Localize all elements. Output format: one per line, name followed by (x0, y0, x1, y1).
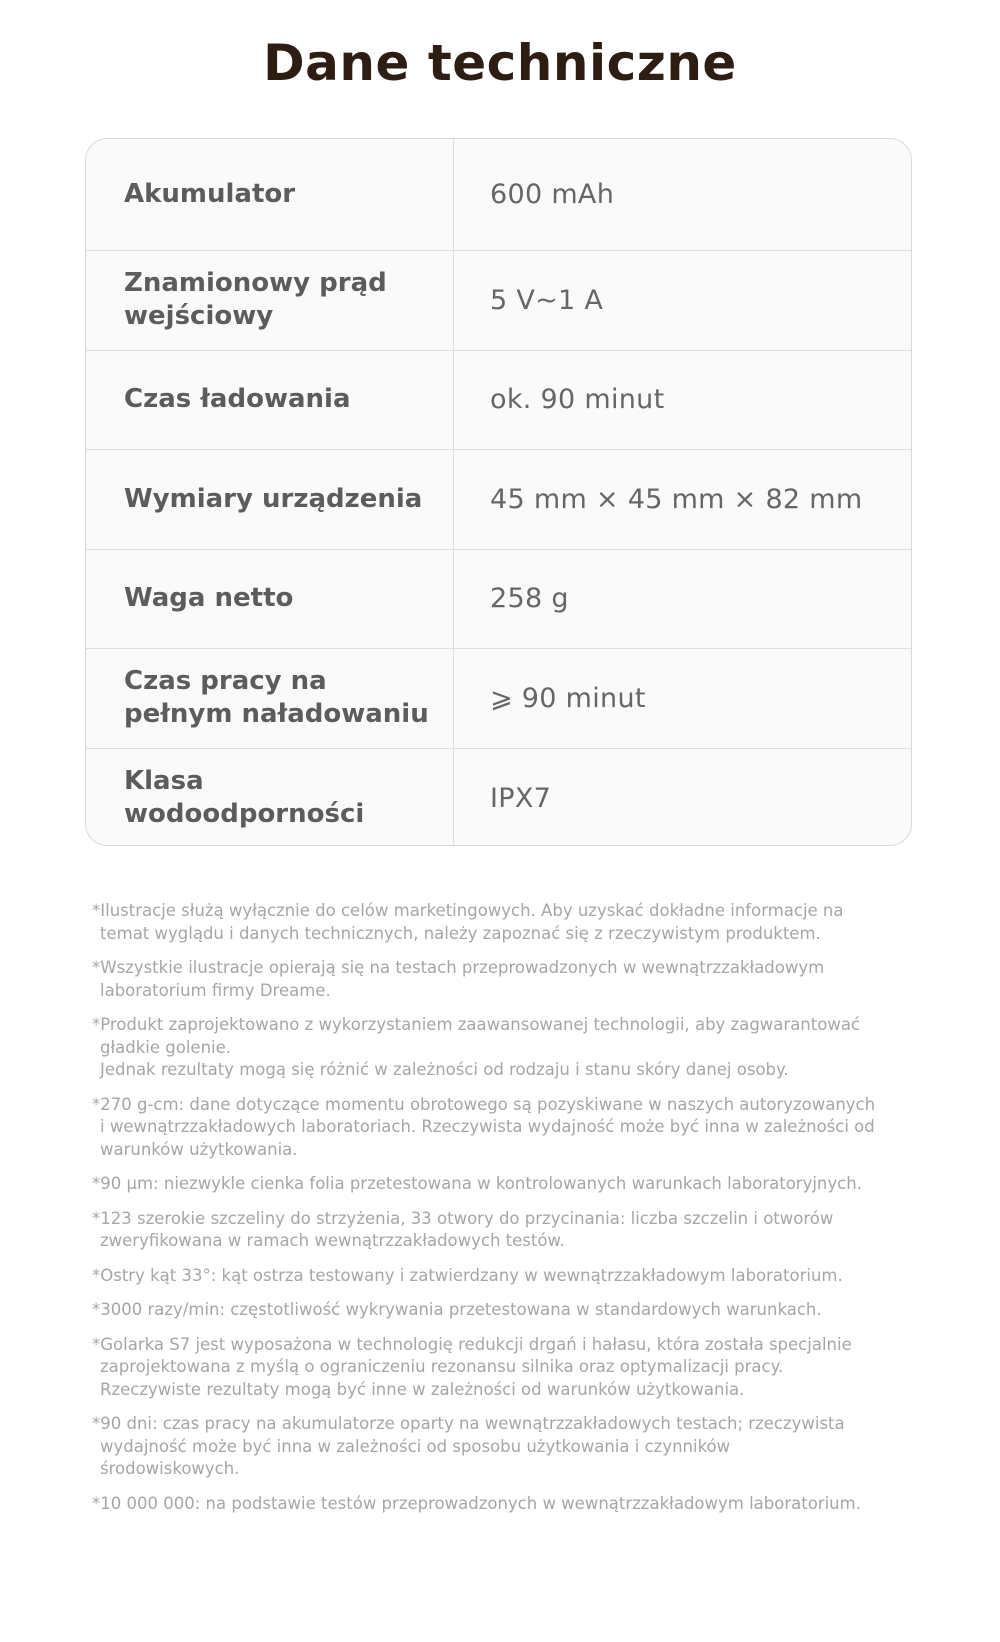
footnote: *3000 razy/min: częstotliwość wykrywania przetestowana w standardowych warunkach. (92, 1300, 822, 1319)
spec-value: 258 g (490, 583, 569, 615)
spec-label: Czas ładowania (86, 351, 454, 450)
footnote: *Wszystkie ilustracje opierają się na testach przeprowadzonych w wewnątrzzakładowym laboratorium firmy Dreame. (92, 958, 825, 1000)
footnote: *Ilustracje służą wyłącznie do celów marketingowych. Aby uzyskać dokładne informacje na temat wyglądu i danych technicznych, należy zapoznać się z rzeczywistym produktem. (92, 901, 844, 943)
footnote: *90 μm: niezwykle cienka folia przetestowana w kontrolowanych warunkach laboratoryjnych. (92, 1174, 862, 1193)
spec-label: Czas pracy na pełnym naładowaniu (86, 649, 454, 748)
footnote: *Golarka S7 jest wyposażona w technologię redukcji drgań i hałasu, która została specjalnie zaprojektowana z myślą o ograniczeniu rezonansu silnika oraz optymalizacji pracy. Rzeczywiste rezultaty mogą być inne w zależności od warunków użytkowania. (92, 1334, 852, 1399)
footnote: *90 dni: czas pracy na akumulatorze oparty na wewnątrzzakładowych testach; rzeczywista wydajność może być inna w zależności od sposobu użytkowania i czynników środowiskowych. (92, 1414, 845, 1478)
footnote: *Ostry kąt 33°: kąt ostrza testowany i zatwierdzany w wewnątrzzakładowym laboratorium. (92, 1265, 843, 1285)
footnotes (92, 900, 922, 1527)
spec-label: Akumulator (86, 139, 454, 250)
spec-value: ok. 90 minut (490, 384, 665, 416)
spec-label: Wymiary urządzenia (86, 450, 454, 549)
footnote: *123 szerokie szczeliny do strzyżenia, 33 otwory do przycinania: liczba szczelin i otworów zweryfikowana w ramach wewnątrzzakładowych testów. (92, 1208, 834, 1250)
footnote: *Produkt zaprojektowano z wykorzystaniem zaawansowanej technologii, aby zagwarantować gładkie golenie. Jednak rezultaty mogą się różnić w zależności od rodzaju i stanu skóry danej osoby. (92, 1015, 861, 1079)
spec-value: 45 mm × 45 mm × 82 mm (490, 483, 863, 515)
spec-value: IPX7 (490, 782, 552, 814)
spec-value: 5 V~1 A (490, 284, 604, 316)
spec-row-waterproof (86, 749, 911, 847)
footnote: *270 g-cm: dane dotyczące momentu obrotowego są pozyskiwane w naszych autoryzowanych i wewnątrzzakładowych laboratoriach. Rzeczywista wydajność może być inna w zależności od warunków użytkowania. (92, 1094, 876, 1159)
spec-row-charging-time (86, 351, 911, 451)
spec-row-runtime (86, 649, 911, 749)
spec-label: Znamionowy prąd wejściowy (86, 251, 454, 350)
spec-value: ⩾ 90 minut (490, 682, 646, 714)
spec-row-input-current (86, 251, 911, 351)
spec-label: Klasa wodoodporności (86, 749, 454, 847)
spec-table (85, 138, 912, 846)
spec-label: Waga netto (86, 550, 454, 649)
spec-row-battery (86, 139, 911, 251)
footnote: *10 000 000: na podstawie testów przeprowadzonych w wewnątrzzakładowym laboratorium. (92, 1493, 861, 1513)
spec-row-dimensions (86, 450, 911, 550)
spec-row-weight (86, 550, 911, 650)
spec-value: 600 mAh (490, 179, 615, 210)
page-title: Dane techniczne (263, 34, 737, 92)
